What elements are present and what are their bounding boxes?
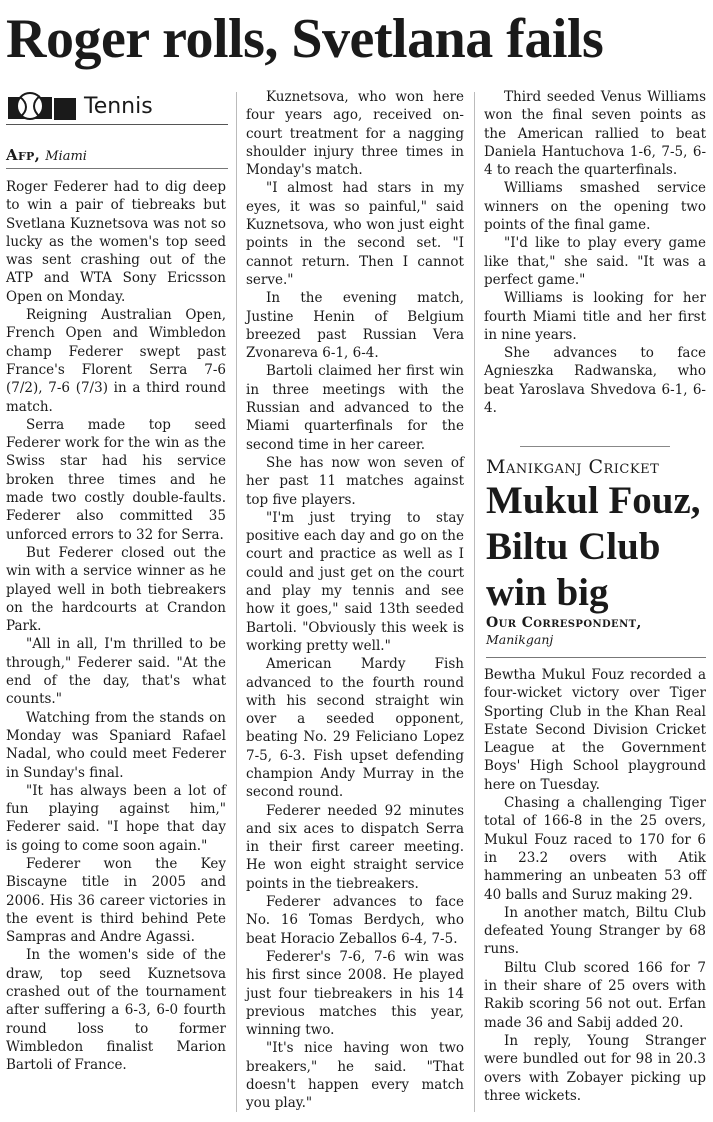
article-paragraph: Watching from the stands on Monday was Spaniard Rafael Nadal, who could meet Federer in Sunday's final. <box>6 709 226 781</box>
cricket-kicker: Manikganj Cricket <box>486 456 660 478</box>
article-paragraph: "I'm just trying to stay positive each day and go on the court and practice as well as I could and just get on the court and play my tennis and see how it goes," said 13th seeded Bartoli. "Obviously this week is working pretty well." <box>246 509 464 654</box>
article-paragraph: Roger Federer had to dig deep to win a pair of tiebreaks but Svetlana Kuznetsova was not so lucky as the women's top seed was sent crashing out of the ATP and WTA Sony Ericsson Open on Monday. <box>6 179 226 305</box>
cricket-byline <box>486 614 708 648</box>
article-paragraph: Federer needed 92 minutes and six aces to dispatch Serra in their first career meeting. He won eight straight service points in the tiebreakers. <box>246 802 464 892</box>
section-marker <box>54 98 76 120</box>
article-paragraph: "I'd like to play every game like that," she said. "It was a perfect game." <box>484 235 706 288</box>
article-paragraph: She has now won seven of her past 11 matches against top five players. <box>246 454 464 508</box>
article-paragraph: In reply, Young Stranger were bundled out for 98 in 20.3 overs with Zobayer picking up three wickets. <box>484 1032 706 1104</box>
article-paragraph: Federer's 7-6, 7-6 win was his first since 2008. He played just four tiebreakers in his 14 previous matches this year, winning two. <box>246 948 464 1039</box>
column-divider <box>236 92 237 1112</box>
article-paragraph: In the evening match, Justine Henin of Belgium breezed past Russian Vera Zvonareva 6-1, 6-4. <box>246 290 464 362</box>
article-paragraph: Biltu Club scored 166 for 7 in their share of 25 overs with Rakib scoring 56 not out. Erfan made 36 and Sabij added 20. <box>484 959 706 1031</box>
article-paragraph: Federer advances to face No. 16 Tomas Berdych, who beat Horacio Zeballos 6-4, 7-5. <box>246 894 464 947</box>
byline-rule <box>6 168 228 169</box>
tennis-column-2 <box>246 88 464 1113</box>
tennis-column-3 <box>484 88 706 417</box>
section-label: Tennis <box>84 94 153 119</box>
cricket-headline: Mukul Fouz, Biltu Club win big <box>486 479 701 614</box>
article-paragraph: "I almost had stars in my eyes, it was so painful," said Kuznetsova, who won just eight points in the second set. "I cannot return. Then I cannot serve." <box>246 180 464 288</box>
section-header-tennis <box>6 90 228 124</box>
cricket-correspondent: Our Correspondent, <box>486 615 642 631</box>
article-paragraph: Bartoli claimed her first win in three meetings with the Russian and advanced to the Miami quarterfinals for the second time in her career. <box>246 363 464 453</box>
article-paragraph: She advances to face Agnieszka Radwanska, who beat Yaroslava Shvedova 6-1, 6-4. <box>484 345 706 417</box>
story-separator <box>520 446 670 447</box>
article-paragraph: American Mardy Fish advanced to the fourth round with his second straight win over a seeded opponent, beating No. 29 Feliciano Lopez 7-5, 6-3. Fish upset defending champion Andy Murray in the second round. <box>246 656 464 801</box>
article-paragraph: "It has always been a lot of fun playing against him," Federer said. "I hope that day is going to come soon again." <box>6 782 226 854</box>
article-paragraph: Third seeded Venus Williams won the final seven points as the American rallied to beat Daniela Hantuchova 1-6, 7-5, 6-4 to reach the quarterfinals. <box>484 89 706 179</box>
article-paragraph: Williams is looking for her fourth Miami title and her first in nine years. <box>484 290 706 343</box>
column-divider <box>474 92 475 1112</box>
article-paragraph: "It's nice having won two breakers," he said. "That doesn't happen every match you play." <box>246 1040 464 1112</box>
section-rule <box>6 124 228 125</box>
byline <box>6 145 228 164</box>
cricket-column <box>484 666 706 1105</box>
byline-place: Miami <box>45 149 87 164</box>
article-paragraph: Bewtha Mukul Fouz recorded a four-wicket victory over Tiger Sporting Club in the Khan Real Estate Second Division Cricket League at the Government Boys' High School playground here on Tuesday. <box>484 667 706 793</box>
article-paragraph: Williams smashed service winners on the opening two points of the final game. <box>484 180 706 234</box>
article-paragraph: Federer won the Key Biscayne title in 2005 and 2006. His 36 career victories in the event is third behind Pete Sampras and Andre Agassi. <box>6 855 226 946</box>
article-paragraph: Chasing a challenging Tiger total of 166-8 in the 25 overs, Mukul Fouz raced to 170 for 6 in 23.2 overs with Atik hammering an unbeaten 53 off 40 balls and Suruz making 29. <box>484 795 706 903</box>
article-paragraph: But Federer closed out the win with a service winner as he played well in both tiebreakers on the hardcourts at Crandon Park. <box>6 544 226 635</box>
page-headline: Roger rolls, Svetlana fails <box>6 8 604 70</box>
article-paragraph: Serra made top seed Federer work for the win as the Swiss star had his service broken three times and he made two costly double-faults. Federer also committed 35 unforced errors to 32 for Serra. <box>6 416 226 543</box>
article-paragraph: "All in all, I'm thrilled to be through," Federer said. "At the end of the day, that's what counts." <box>6 636 226 708</box>
tennis-ball-icon <box>8 91 52 121</box>
byline-agency: Afp, <box>6 146 41 164</box>
cricket-byline-rule <box>486 657 706 658</box>
cricket-location: Manikganj <box>486 632 554 647</box>
article-paragraph: In another match, Biltu Club defeated Young Stranger by 68 runs. <box>484 904 706 958</box>
article-paragraph: In the women's side of the draw, top seed Kuznetsova crashed out of the tournament after suffering a 6-3, 6-0 fourth round loss to former Wimbledon finalist Marion Bartoli of France. <box>6 947 226 1074</box>
article-paragraph: Kuznetsova, who won here four years ago, received on-court treatment for a nagging shoulder injury three times in Monday's match. <box>246 89 464 179</box>
article-paragraph: Reigning Australian Open, French Open and Wimbledon champ Federer swept past France's Florent Serra 7-6 (7/2), 7-6 (7/3) in a third round match. <box>6 307 226 415</box>
tennis-column-1 <box>6 178 226 1075</box>
